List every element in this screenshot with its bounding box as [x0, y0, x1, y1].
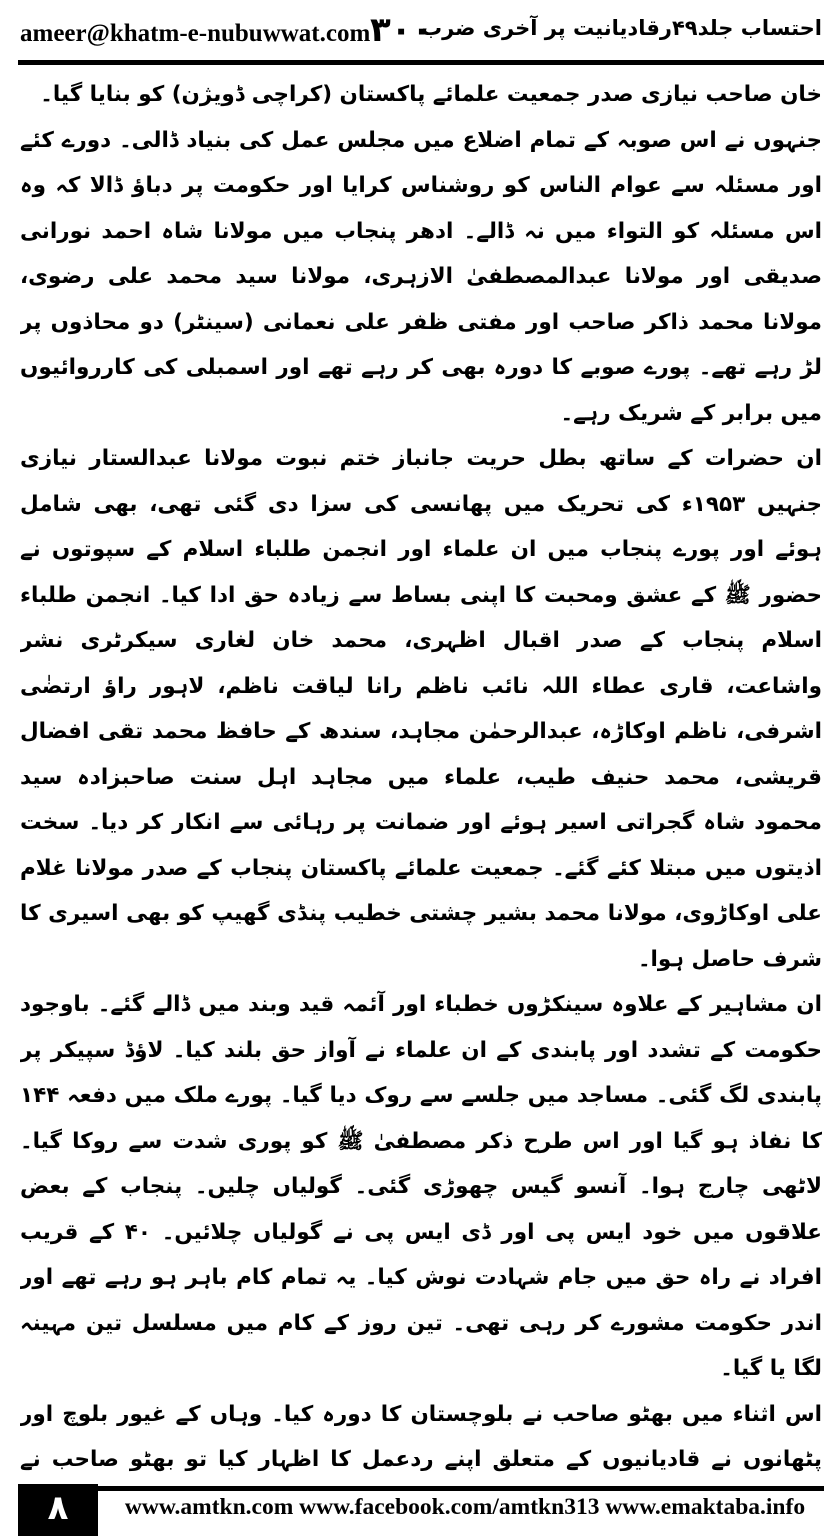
footer-links: www.amtkn.com www.facebook.com/amtkn313 www.emaktaba.info: [124, 1494, 806, 1520]
header-page-number: ۳۰۰: [370, 10, 433, 50]
header-book-title: احتساب جلد۴۹رقادیانیت پر آخری ضرب: [420, 16, 822, 40]
page-header: [0, 0, 840, 66]
footer-rule: [98, 1486, 824, 1491]
paragraph: خان صاحب نیازی صدر جمعیت علمائے پاکستان (کراچی ڈویژن) کو بنایا گیا۔: [40, 82, 822, 107]
paragraph: ان مشاہیر کے علاوہ سینکڑوں خطباء اور آئمہ قید وبند میں ڈالے گئے۔ باوجود حکومت کے تشدد اور پابندی کے ان علماء نے آواز حق بلند کیا۔ لاؤڈ سپیکر پر پابندی لگ گئی۔ مساجد میں جلسے سے روک دیا گیا۔ پورے ملک میں دفعہ ۱۴۴ کا نفاذ ہو گیا اور اس طرح ذکر مصطفیٰ ﷺ کو پوری شدت سے روکا گیا۔ لاٹھی چارج ہوا۔ آنسو گیس چھوڑی گئی۔ گولیاں چلیں۔ پنجاب کے بعض علاقوں میں خود ایس پی اور ڈی ایس پی نے گولیاں چلائیں۔ ۴۰ کے قریب افراد نے راہ حق میں جام شہادت نوش کیا۔ یہ تمام کام باہر ہو رہے تھے اور اندر حکومت مشورے کر رہی تھی۔ تین روز کے کام میں مسلسل تین مہینہ لگا یا گیا۔: [20, 992, 822, 1381]
paragraph: اس اثناء میں بھٹو صاحب نے بلوچستان کا دورہ کیا۔ وہاں کے غیور بلوچ اور پٹھانوں نے قادیانیوں کے متعلق اپنے ردعمل کا اظہار کیا تو بھٹو صاحب نے: [20, 1401, 822, 1472]
page-body: [20, 72, 822, 1477]
header-email: ameer@khatm-e-nubuwwat.com: [20, 20, 371, 47]
paragraph: ان حضرات کے ساتھ بطل حریت جانباز ختم نبوت مولانا عبدالستار نیازی جنہیں ۱۹۵۳ء کی تحریک میں پھانسی کی سزا دی گئی تھی، بھی شامل ہوئے اور پورے پنجاب میں ان علماء اور انجمن طلباء اسلام کے سپوتوں نے حضور ﷺ کے عشق ومحبت کا اپنی بساط سے زیادہ حق ادا کیا۔ انجمن طلباء اسلام پنجاب کے صدر اقبال اظہری، محمد خان لغاری سیکرٹری نشر واشاعت، قاری عطاء اللہ نائب ناظم رانا لیاقت ناظم، لاہور راؤ ارتضٰی اشرفی، ناظم اوکاڑہ، عبدالرحمٰن مجاہد، سندھ کے حافظ محمد تقی افضال قریشی، محمد حنیف طیب، علماء میں مجاہد اہل سنت صاحبزادہ سید محمود شاہ گجراتی اسیر ہوئے اور ضمانت پر رہائی سے انکار کر دیا۔ سخت اذیتوں میں مبتلا کئے گئے۔ جمعیت علمائے پاکستان پنجاب کے صدر مولانا غلام علی اوکاڑوی، مولانا محمد بشیر چشتی خطیب پنڈی گھیپ کو بھی اسیری کا شرف حاصل ہوا۔: [20, 446, 822, 972]
footer-page-number: ۸: [18, 1484, 98, 1536]
page-footer: [0, 1480, 840, 1540]
header-rule: [18, 60, 824, 65]
paragraph: جنہوں نے اس صوبہ کے تمام اضلاع میں مجلس عمل کی بنیاد ڈالی۔ دورے کئے اور مسئلہ سے عوام الناس کو روشناس کرایا اور حکومت پر دباؤ ڈالا کہ وہ اس مسئلہ کو التواء میں نہ ڈالے۔ ادھر پنجاب میں مولانا شاہ احمد نورانی صدیقی اور مولانا عبدالمصطفیٰ الازہری، مولانا سید محمد علی رضوی، مولانا محمد ذاکر صاحب اور مفتی ظفر علی نعمانی (سینٹر) دو محاذوں پر لڑ رہے تھے۔ پورے صوبے کا دورہ بھی کر رہے تھے اور اسمبلی کی کارروائیوں میں برابر کے شریک رہے۔: [20, 127, 822, 426]
